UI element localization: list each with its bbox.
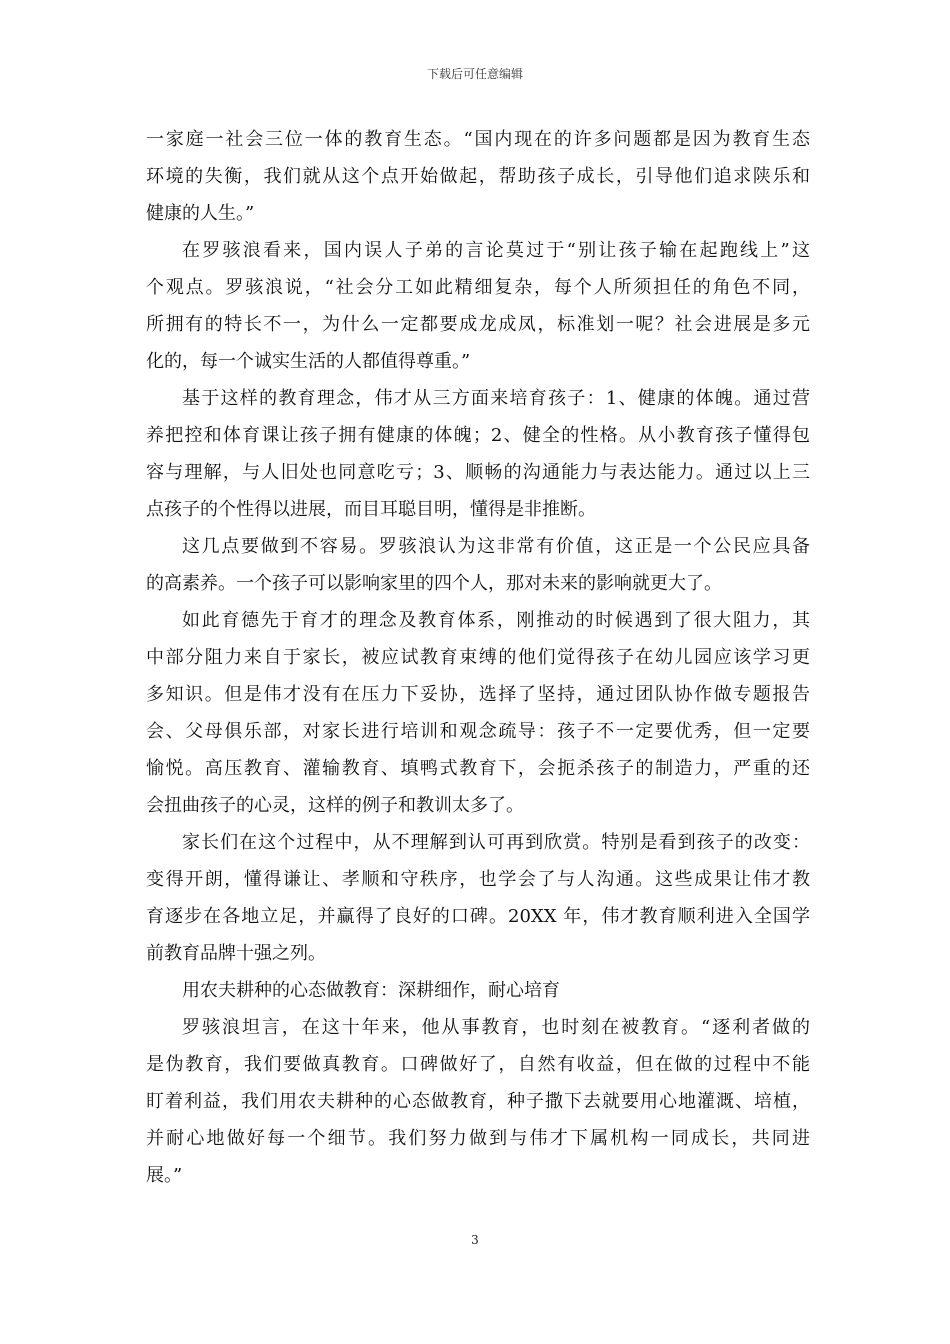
section-subheading (146, 972, 810, 1009)
paragraph-line: 会、父母俱乐部，对家长进行培训和观念疏导：孩子不一定要优秀，但一定要 (146, 721, 810, 742)
paragraph-line: 一家庭一社会三位一体的教育生态。“国内现在的许多问题都是因为教育生态 (146, 129, 810, 150)
paragraph-line: 变得开朗，懂得谦让、孝顺和守秩序，也学会了与人沟通。这些成果让伟才教 (146, 869, 810, 890)
paragraph (146, 824, 810, 972)
paragraph-line: 是伪教育，我们要做真教育。口碑做好了，自然有收益，但在做的过程中不能 (146, 1054, 810, 1075)
paragraph-line: 多知识。但是伟才没有在压力下妥协，选择了坚持，通过团队协作做专题报告 (146, 684, 810, 705)
paragraph (146, 380, 810, 528)
header-text: 下载后可任意编辑 (426, 67, 523, 81)
page-header (0, 66, 950, 82)
document-body (146, 121, 810, 1194)
paragraph-line: 点孩子的个性得以进展，而目耳聪目明，懂得是非推断。 (146, 499, 596, 520)
paragraph (146, 232, 810, 380)
paragraph-line: 罗骇浪坦言，在这十年来，他从事教育，也时刻在被教育。“逐利者做的 (182, 1017, 810, 1038)
paragraph-line: 容与理解，与人旧处也同意吃亏；3、顺畅的沟通能力与表达能力。通过以上三 (146, 462, 810, 483)
paragraph-line: 基于这样的教育理念，伟才从三方面来培育孩子：1、健康的体魄。通过营 (182, 388, 810, 409)
paragraph-line: 所拥有的特长不一，为什么一定都要成龙成凤，标准划一呢？社会进展是多元 (146, 314, 810, 335)
paragraph-line: 个观点。罗骇浪说，“社会分工如此精细复杂，每个人所须担任的角色不同， (146, 277, 810, 298)
page-footer (0, 1232, 950, 1248)
paragraph-line: 的高素养。一个孩子可以影响家里的四个人，那对未来的影响就更大了。 (146, 573, 722, 594)
paragraph-line: 这几点要做到不容易。罗骇浪认为这非常有价值，这正是一个公民应具备 (182, 536, 810, 557)
paragraph-line: 环境的失衡，我们就从这个点开始做起，帮助孩子成长，引导他们追求陕乐和 (146, 166, 810, 187)
subheading-line: 用农夫耕种的心态做教育：深耕细作，耐心培育 (182, 980, 560, 1001)
paragraph-line: 健康的人生。” (146, 203, 255, 224)
paragraph-line: 化的，每一个诚实生活的人都值得尊重。” (146, 351, 471, 372)
paragraph-line: 养把控和体育课让孩子拥有健康的体魄；2、健全的性格。从小教育孩子懂得包 (146, 425, 810, 446)
paragraph-line: 并耐心地做好每一个细节。我们努力做到与伟才下属机构一同成长，共同进 (146, 1128, 810, 1149)
paragraph-line: 在罗骇浪看来，国内误人子弟的言论莫过于“别让孩子输在起跑线上”这 (182, 240, 810, 261)
paragraph (146, 528, 810, 602)
paragraph (146, 121, 810, 232)
paragraph-line: 会扭曲孩子的心灵，这样的例子和教训太多了。 (146, 795, 524, 816)
paragraph-line: 前教育品牌十强之列。 (146, 943, 326, 964)
paragraph-line: 展。” (146, 1165, 183, 1186)
paragraph (146, 1009, 810, 1194)
paragraph-line: 愉悦。高压教育、灌输教育、填鸭式教育下，会扼杀孩子的制造力，严重的还 (146, 758, 810, 779)
paragraph-line: 盯着利益，我们用农夫耕种的心态做教育，种子撒下去就要用心地灌溉、培植， (146, 1091, 810, 1112)
paragraph-line: 育逐步在各地立足，并赢得了良好的口碑。20XX 年，伟才教育顺利进入全国学 (146, 906, 810, 927)
paragraph-line: 家长们在这个过程中，从不理解到认可再到欣赏。特别是看到孩子的改变： (182, 832, 810, 853)
paragraph (146, 602, 810, 824)
page-number: 3 (471, 1233, 479, 1247)
paragraph-line: 中部分阻力来自于家长，被应试教育束缚的他们觉得孩子在幼儿园应该学习更 (146, 647, 810, 668)
paragraph-line: 如此育德先于育才的理念及教育体系，刚推动的时候遇到了很大阻力，其 (182, 610, 810, 631)
